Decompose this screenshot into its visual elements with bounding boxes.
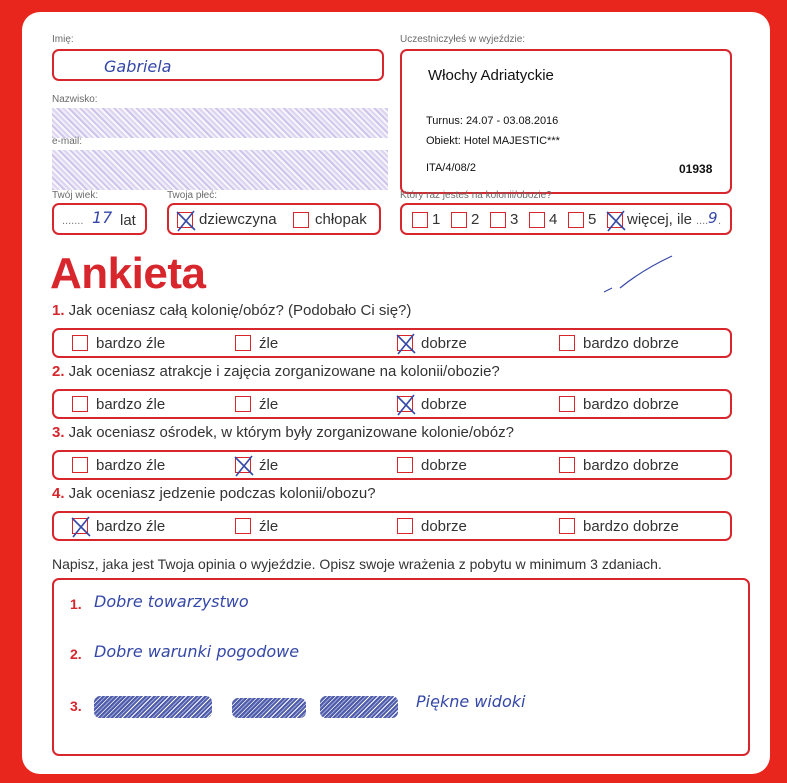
trip-code: ITA/4/08/2 <box>426 162 476 174</box>
trip-turnus: Turnus: 24.07 - 03.08.2016 <box>426 115 559 127</box>
question-1-text <box>52 302 411 319</box>
participated-label: Uczestniczyłeś w wyjeździe: <box>400 34 526 45</box>
survey-title: Ankieta <box>50 249 206 298</box>
question-1-option-2-label: źle <box>259 335 279 352</box>
opinion-line-2-number: 2. <box>70 646 82 662</box>
name-label: Imię: <box>52 34 74 45</box>
question-4-option-3-checkbox[interactable] <box>397 518 413 534</box>
times-3-label: 3 <box>510 211 519 228</box>
scribble-3 <box>320 696 398 718</box>
question-2-option-1-checkbox[interactable] <box>72 396 88 412</box>
times-2-label: 2 <box>471 211 480 228</box>
times-more-checkbox[interactable] <box>607 212 623 228</box>
question-3-option-4-label: bardzo dobrze <box>583 457 679 474</box>
times-1-label: 1 <box>432 211 441 228</box>
question-label: Jak oceniasz atrakcje i zajęcia zorganizowane na kolonii/obozie? <box>64 363 500 380</box>
question-3-option-3-label: dobrze <box>421 457 467 474</box>
times-5-label: 5 <box>588 211 597 228</box>
question-4-option-2-checkbox[interactable] <box>235 518 251 534</box>
question-3-option-2-label: źle <box>259 457 279 474</box>
question-2-option-1-label: bardzo źle <box>96 396 166 413</box>
question-4-option-1-checkbox[interactable] <box>72 518 88 534</box>
times-1-checkbox[interactable] <box>412 212 428 228</box>
female-checkbox[interactable] <box>177 212 193 228</box>
question-2-option-2-checkbox[interactable] <box>235 396 251 412</box>
question-3-text <box>52 424 514 441</box>
question-label: Jak oceniasz całą kolonię/obóz? (Podobało Ci się?) <box>64 302 412 319</box>
times-label: Który raz jesteś na kolonii/obozie? <box>400 190 552 201</box>
trip-box <box>400 49 732 194</box>
name-field[interactable] <box>52 49 384 81</box>
gender-label: Twoja płeć: <box>167 190 218 201</box>
scribble-2 <box>232 698 306 718</box>
times-more-label: więcej, ile <box>627 211 693 228</box>
question-4-options <box>52 511 732 541</box>
gender-field <box>167 203 381 235</box>
name-value: Gabriela <box>104 57 172 76</box>
question-3-options <box>52 450 732 480</box>
age-label: Twój wiek: <box>52 190 99 201</box>
times-2-checkbox[interactable] <box>451 212 467 228</box>
opinion-line-3-text: Piękne widoki <box>416 692 526 711</box>
question-1-option-3-checkbox[interactable] <box>397 335 413 351</box>
email-label: e-mail: <box>52 136 83 147</box>
opinion-line-1-text: Dobre towarzystwo <box>94 592 249 611</box>
question-4-option-1-label: bardzo źle <box>96 518 166 535</box>
question-1-option-4-checkbox[interactable] <box>559 335 575 351</box>
times-more-suffix: . <box>718 215 722 227</box>
question-number: 3. <box>52 424 65 441</box>
question-number: 2. <box>52 363 65 380</box>
question-2-option-3-checkbox[interactable] <box>397 396 413 412</box>
question-3-option-1-label: bardzo źle <box>96 457 166 474</box>
male-label: chłopak <box>315 211 367 228</box>
check-mark-icon <box>175 209 197 233</box>
times-field <box>400 203 732 235</box>
trip-title: Włochy Adriatyckie <box>428 67 554 84</box>
opinion-line-1-number: 1. <box>70 596 82 612</box>
question-1-option-1-checkbox[interactable] <box>72 335 88 351</box>
question-1-option-3-label: dobrze <box>421 335 467 352</box>
scribble-1 <box>94 696 212 718</box>
question-4-option-3-label: dobrze <box>421 518 467 535</box>
times-5-checkbox[interactable] <box>568 212 584 228</box>
check-mark-icon <box>605 209 627 233</box>
times-3-checkbox[interactable] <box>490 212 506 228</box>
opinion-line-2-text: Dobre warunki pogodowe <box>94 642 300 661</box>
question-2-option-2-label: źle <box>259 396 279 413</box>
opinion-line-3-number: 3. <box>70 698 82 714</box>
question-3-option-1-checkbox[interactable] <box>72 457 88 473</box>
opinion-prompt: Napisz, jaka jest Twoja opinia o wyjeździe. Opisz swoje wrażenia z pobytu w minimum 3 zdaniach. <box>52 556 662 572</box>
surname-redaction <box>52 108 388 138</box>
question-4-option-4-checkbox[interactable] <box>559 518 575 534</box>
question-3-option-4-checkbox[interactable] <box>559 457 575 473</box>
trip-object: Obiekt: Hotel MAJESTIC*** <box>426 135 560 147</box>
opinion-box[interactable] <box>52 578 750 756</box>
question-2-option-4-checkbox[interactable] <box>559 396 575 412</box>
check-mark-icon <box>395 393 417 417</box>
question-number: 4. <box>52 485 65 502</box>
question-2-option-4-label: bardzo dobrze <box>583 396 679 413</box>
times-more-dots: .... <box>696 215 709 227</box>
question-4-text <box>52 485 376 502</box>
age-field[interactable] <box>52 203 147 235</box>
age-value: 17 <box>92 208 113 227</box>
trip-number: 01938 <box>679 162 713 176</box>
age-unit: lat <box>120 212 136 229</box>
male-checkbox[interactable] <box>293 212 309 228</box>
check-mark-icon <box>233 454 255 478</box>
question-label: Jak oceniasz jedzenie podczas kolonii/obozu? <box>64 485 376 502</box>
times-4-label: 4 <box>549 211 558 228</box>
surname-label: Nazwisko: <box>52 94 98 105</box>
female-label: dziewczyna <box>199 211 277 228</box>
question-number: 1. <box>52 302 65 319</box>
pen-stroke-icon <box>582 250 682 298</box>
question-1-option-1-label: bardzo źle <box>96 335 166 352</box>
question-1-options <box>52 328 732 358</box>
question-3-option-3-checkbox[interactable] <box>397 457 413 473</box>
question-4-option-4-label: bardzo dobrze <box>583 518 679 535</box>
times-4-checkbox[interactable] <box>529 212 545 228</box>
check-mark-icon <box>70 515 92 539</box>
question-2-options <box>52 389 732 419</box>
question-1-option-4-label: bardzo dobrze <box>583 335 679 352</box>
survey-sheet <box>22 12 770 774</box>
question-2-text <box>52 363 500 380</box>
question-3-option-2-checkbox[interactable] <box>235 457 251 473</box>
times-more-value: 9 <box>708 209 718 227</box>
question-label: Jak oceniasz ośrodek, w którym były zorganizowane kolonie/obóz? <box>64 424 514 441</box>
question-4-option-2-label: źle <box>259 518 279 535</box>
email-redaction <box>52 150 388 190</box>
age-dots: ....... <box>62 215 84 227</box>
question-1-option-2-checkbox[interactable] <box>235 335 251 351</box>
check-mark-icon <box>395 332 417 356</box>
question-2-option-3-label: dobrze <box>421 396 467 413</box>
